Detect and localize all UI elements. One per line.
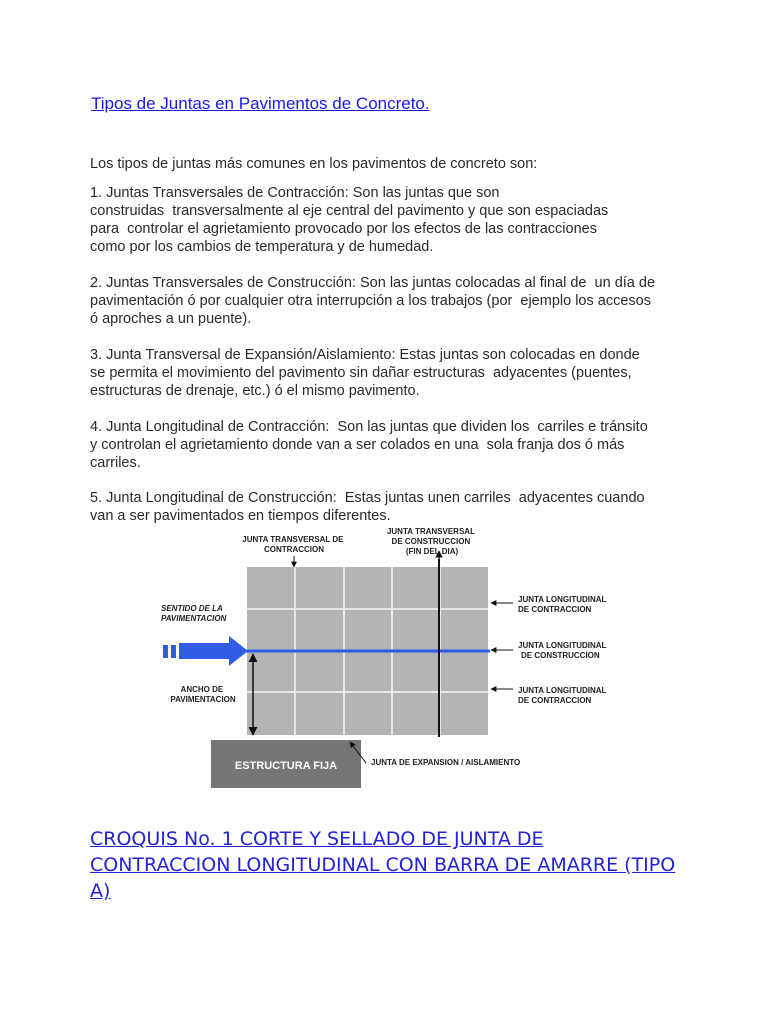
item-line: 4. Junta Longitudinal de Contracción: Son las juntas que dividen los carriles e tránsito: [90, 419, 648, 435]
item-line: se permita el movimiento del pavimento sin dañar estructuras adyacentes (puentes,: [90, 365, 632, 381]
label-ancho-pavimentacion: ANCHO DE PAVIMENTACION: [170, 685, 236, 704]
item-line: 2. Juntas Transversales de Construcción: Son las juntas colocadas al final de un día de: [90, 275, 656, 291]
croquis-heading-link[interactable]: [90, 826, 675, 904]
item-line: ó aproches a un puente).: [90, 311, 252, 327]
intro-text: Los tipos de juntas más comunes en los pavimentos de concreto son:: [90, 156, 538, 172]
label-transversal-contraccion: JUNTA TRANSVERSAL DE CONTRACCION: [242, 535, 344, 554]
item-line: estructuras de drenaje, etc.) ó el mismo pavimento.: [90, 383, 420, 399]
label-sentido-pavimentacion: SENTIDO DE LA PAVIMENTACION: [161, 604, 227, 623]
label-long-contraccion-top: JUNTA LONGITUDINAL DE CONTRACCION: [518, 595, 607, 614]
label-long-contraccion-bottom: JUNTA LONGITUDINAL DE CONTRACCION: [518, 686, 607, 705]
croquis-line: A): [90, 880, 111, 902]
item-line: como por los cambios de temperatura y de humedad.: [90, 239, 434, 255]
item-line: carriles.: [90, 455, 141, 471]
label-expansion-aislamiento: JUNTA DE EXPANSION / AISLAMIENTO: [371, 758, 521, 767]
croquis-line: CROQUIS No. 1 CORTE Y SELLADO DE JUNTA DE: [90, 828, 544, 850]
item-line: pavimentación ó por cualquier otra interrupción a los trabajos (por ejemplo los accesos: [90, 293, 651, 309]
paving-direction-arrow-icon: [163, 636, 248, 666]
item-line: 5. Junta Longitudinal de Construcción: Estas juntas unen carriles adyacentes cuando: [90, 490, 645, 506]
croquis-line: CONTRACCION LONGITUDINAL CON BARRA DE AMARRE (TIPO: [90, 854, 676, 876]
item-line: construidas transversalmente al eje central del pavimento y que son espaciadas: [90, 203, 609, 219]
page-title[interactable]: Tipos de Juntas en Pavimentos de Concreto.: [91, 94, 430, 113]
label-long-construccion: JUNTA LONGITUDINAL DE CONSTRUCCION: [518, 641, 607, 660]
item-line: y controlan el agrietamiento donde van a ser colados en una sola franja dos ó más: [90, 437, 625, 453]
item-line: 1. Juntas Transversales de Contracción: Son las juntas que son: [90, 185, 500, 201]
item-line: van a ser pavimentados en tiempos diferentes.: [90, 508, 391, 524]
item-line: para controlar el agrietamiento provocado por los efectos de las contracciones: [90, 221, 597, 237]
item-line: 3. Junta Transversal de Expansión/Aislamiento: Estas juntas son colocadas en donde: [90, 347, 640, 363]
label-estructura-fija: ESTRUCTURA FIJA: [234, 760, 338, 772]
label-transversal-construccion: JUNTA TRANSVERSAL DE CONSTRUCCION (FIN DEL DIA): [386, 527, 475, 556]
